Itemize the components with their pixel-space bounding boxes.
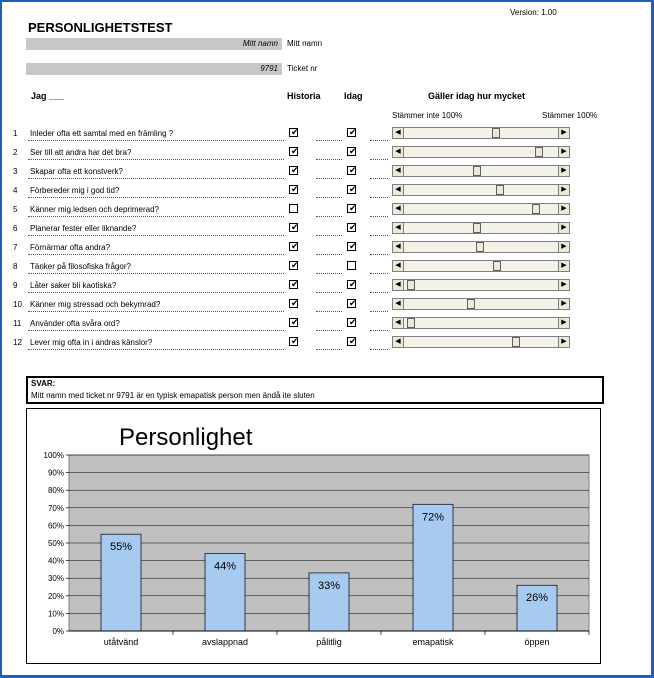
dotted-line — [316, 197, 342, 198]
dotted-line — [28, 273, 284, 274]
question-text: Känner mig ledsen och deprimerad? — [30, 205, 159, 214]
answer-box — [26, 376, 604, 404]
question-number: 10 — [13, 300, 22, 309]
dotted-line — [370, 197, 388, 198]
level-scrollbar[interactable] — [392, 317, 570, 329]
dotted-line — [370, 159, 388, 160]
question-text: Förbereder mig i god tid? — [30, 186, 120, 195]
bar-value-label: 33% — [317, 579, 341, 592]
answer-text: Mitt namn med ticket nr 9791 är en typisk emapatisk person men ändå ite sluten — [31, 391, 315, 400]
level-scrollbar[interactable] — [392, 241, 570, 253]
category-label: emapatisk — [412, 637, 454, 647]
category-label: pålitlig — [316, 637, 342, 647]
bar-value-label: 26% — [525, 592, 549, 605]
bar — [413, 504, 453, 631]
question-row — [2, 184, 642, 202]
question-number: 6 — [13, 224, 18, 233]
y-tick-label: 60% — [47, 521, 64, 531]
dotted-line — [316, 273, 342, 274]
dotted-line — [370, 273, 388, 274]
category-label: utåtvänd — [103, 637, 139, 647]
question-row — [2, 279, 642, 297]
y-tick-label: 40% — [47, 556, 64, 566]
question-number: 12 — [13, 338, 22, 347]
historia-checkbox[interactable] — [289, 261, 298, 270]
idag-checkbox[interactable] — [347, 185, 356, 194]
idag-checkbox[interactable] — [347, 337, 356, 346]
question-number: 3 — [13, 167, 18, 176]
check-icon: ✔ — [349, 127, 357, 137]
idag-checkbox[interactable] — [347, 128, 356, 137]
historia-checkbox[interactable] — [289, 318, 298, 327]
question-number: 2 — [13, 148, 18, 157]
dotted-line — [316, 216, 342, 217]
scroll-left-icon[interactable]: ◀ — [393, 261, 404, 271]
bar-value-label: 72% — [421, 511, 445, 524]
question-text: Ser till att andra har det bra? — [30, 148, 132, 157]
scroll-thumb[interactable] — [532, 204, 540, 214]
question-row — [2, 127, 642, 145]
y-tick-label: 0% — [52, 627, 64, 636]
scroll-right-icon[interactable]: ▶ — [558, 337, 569, 347]
level-scrollbar[interactable] — [392, 203, 570, 215]
question-text: Planerar fester eller liknande? — [30, 224, 137, 233]
check-icon: ✔ — [291, 222, 299, 232]
question-text: Inleder ofta ett samtal med en främling ? — [30, 129, 174, 138]
question-row — [2, 165, 642, 183]
dotted-line — [316, 330, 342, 331]
question-number: 4 — [13, 186, 18, 195]
dotted-line — [370, 254, 388, 255]
historia-checkbox[interactable] — [289, 242, 298, 251]
historia-checkbox[interactable] — [289, 299, 298, 308]
scroll-left-icon[interactable]: ◀ — [393, 318, 404, 328]
idag-checkbox[interactable] — [347, 147, 356, 156]
dotted-line — [28, 349, 284, 350]
scroll-thumb[interactable] — [512, 337, 520, 347]
check-icon: ✔ — [349, 279, 357, 289]
dotted-line — [28, 330, 284, 331]
check-icon: ✔ — [349, 146, 357, 156]
scroll-thumb[interactable] — [493, 261, 501, 271]
idag-checkbox[interactable] — [347, 223, 356, 232]
scroll-thumb[interactable] — [407, 318, 415, 328]
check-icon: ✔ — [291, 298, 299, 308]
scroll-left-icon[interactable]: ◀ — [393, 242, 404, 252]
question-text: Tänker på filosofiska frågor? — [30, 262, 131, 271]
scroll-thumb[interactable] — [473, 166, 481, 176]
dotted-line — [316, 311, 342, 312]
question-text: Förnärmar ofta andra? — [30, 243, 111, 252]
check-icon: ✔ — [291, 127, 299, 137]
ticket-label: Ticket nr — [287, 64, 318, 73]
level-scrollbar[interactable] — [392, 298, 570, 310]
scroll-thumb[interactable] — [535, 147, 543, 157]
scroll-right-icon[interactable]: ▶ — [558, 223, 569, 233]
scroll-left-icon[interactable]: ◀ — [393, 166, 404, 176]
scroll-left-icon[interactable]: ◀ — [393, 147, 404, 157]
ticket-input[interactable]: 9791 — [26, 63, 282, 75]
jag-header: Jag ___ — [31, 91, 65, 101]
chart-title: Personlighet — [119, 424, 253, 451]
historia-checkbox[interactable] — [289, 223, 298, 232]
idag-checkbox[interactable] — [347, 166, 356, 175]
check-icon: ✔ — [349, 222, 357, 232]
check-icon: ✔ — [349, 241, 357, 251]
scroll-thumb[interactable] — [496, 185, 504, 195]
dotted-line — [316, 159, 342, 160]
check-icon: ✔ — [291, 165, 299, 175]
dotted-line — [28, 159, 284, 160]
scroll-thumb[interactable] — [473, 223, 481, 233]
historia-checkbox[interactable] — [289, 166, 298, 175]
question-row — [2, 222, 642, 240]
level-scrollbar[interactable] — [392, 127, 570, 139]
level-scrollbar[interactable] — [392, 279, 570, 291]
question-number: 9 — [13, 281, 18, 290]
question-row — [2, 146, 642, 164]
idag-checkbox[interactable] — [347, 299, 356, 308]
scale-low-label: Stämmer inte 100% — [392, 111, 463, 120]
dotted-line — [370, 216, 388, 217]
idag-checkbox[interactable] — [347, 318, 356, 327]
level-scrollbar[interactable] — [392, 146, 570, 158]
scroll-right-icon[interactable]: ▶ — [558, 299, 569, 309]
check-icon: ✔ — [349, 336, 357, 346]
historia-checkbox[interactable] — [289, 147, 298, 156]
question-text: Lever mig ofta in i andras känslor? — [30, 338, 153, 347]
historia-checkbox[interactable] — [289, 128, 298, 137]
y-tick-label: 80% — [47, 486, 64, 496]
check-icon: ✔ — [291, 260, 299, 270]
scroll-right-icon[interactable]: ▶ — [558, 280, 569, 290]
historia-checkbox[interactable] — [289, 337, 298, 346]
scroll-thumb[interactable] — [407, 280, 415, 290]
question-number: 11 — [13, 319, 22, 328]
dotted-line — [28, 254, 284, 255]
question-row — [2, 203, 642, 221]
check-icon: ✔ — [349, 165, 357, 175]
question-text: Känner mig stressad och bekymrad? — [30, 300, 161, 309]
scroll-right-icon[interactable]: ▶ — [558, 128, 569, 138]
historia-checkbox[interactable] — [289, 185, 298, 194]
question-row — [2, 336, 642, 354]
scroll-right-icon[interactable]: ▶ — [558, 166, 569, 176]
scroll-left-icon[interactable]: ◀ — [393, 299, 404, 309]
dotted-line — [28, 197, 284, 198]
idag-checkbox[interactable] — [347, 261, 356, 270]
scroll-right-icon[interactable]: ▶ — [558, 185, 569, 195]
bar-value-label: 44% — [213, 560, 237, 573]
y-tick-label: 10% — [47, 609, 64, 619]
question-number: 5 — [13, 205, 18, 214]
scroll-thumb[interactable] — [492, 128, 500, 138]
idag-checkbox[interactable] — [347, 242, 356, 251]
y-tick-label: 90% — [47, 468, 64, 478]
bar-value-label: 55% — [109, 541, 133, 554]
question-text: Skapar ofta ett konstverk? — [30, 167, 123, 176]
scroll-right-icon[interactable]: ▶ — [558, 318, 569, 328]
category-label: öppen — [524, 637, 550, 647]
y-tick-label: 20% — [47, 591, 64, 601]
dotted-line — [316, 178, 342, 179]
historia-checkbox[interactable] — [289, 280, 298, 289]
answer-label: SVAR: — [31, 379, 56, 388]
scroll-left-icon[interactable]: ◀ — [393, 223, 404, 233]
question-text: Använder ofta svåra ord? — [30, 319, 120, 328]
check-icon: ✔ — [349, 298, 357, 308]
scroll-left-icon[interactable]: ◀ — [393, 280, 404, 290]
dotted-line — [316, 254, 342, 255]
scroll-right-icon[interactable]: ▶ — [558, 242, 569, 252]
y-tick-label: 50% — [47, 539, 64, 548]
idag-header: Idag — [344, 91, 363, 101]
level-scrollbar[interactable] — [392, 165, 570, 177]
idag-checkbox[interactable] — [347, 204, 356, 213]
question-row — [2, 298, 642, 316]
y-tick-label: 70% — [47, 503, 64, 513]
level-scrollbar[interactable] — [392, 184, 570, 196]
scroll-left-icon[interactable]: ◀ — [393, 185, 404, 195]
dotted-line — [370, 178, 388, 179]
question-row — [2, 241, 642, 259]
question-number: 1 — [13, 129, 18, 138]
check-icon: ✔ — [291, 146, 299, 156]
question-row — [2, 317, 642, 335]
dotted-line — [316, 292, 342, 293]
dotted-line — [28, 216, 284, 217]
scroll-right-icon[interactable]: ▶ — [558, 204, 569, 214]
level-scrollbar[interactable] — [392, 260, 570, 272]
scroll-thumb[interactable] — [476, 242, 484, 252]
personality-chart — [27, 409, 600, 663]
scroll-right-icon[interactable]: ▶ — [558, 147, 569, 157]
dotted-line — [370, 235, 388, 236]
y-tick-label: 100% — [43, 451, 64, 460]
level-scrollbar[interactable] — [392, 222, 570, 234]
dotted-line — [28, 235, 284, 236]
dotted-line — [370, 349, 388, 350]
dotted-line — [370, 292, 388, 293]
galler-header: Gäller idag hur mycket — [428, 91, 526, 101]
level-scrollbar[interactable] — [392, 336, 570, 348]
dotted-line — [316, 349, 342, 350]
question-number: 8 — [13, 262, 18, 271]
dotted-line — [370, 311, 388, 312]
historia-header: Historia — [287, 91, 321, 101]
name-input[interactable]: Mitt namn — [26, 38, 282, 50]
scroll-left-icon[interactable]: ◀ — [393, 337, 404, 347]
dotted-line — [316, 140, 342, 141]
page-title: PERSONLIGHETSTEST — [28, 20, 173, 35]
scroll-left-icon[interactable]: ◀ — [393, 204, 404, 214]
idag-checkbox[interactable] — [347, 280, 356, 289]
check-icon: ✔ — [349, 317, 357, 327]
dotted-line — [28, 292, 284, 293]
historia-checkbox[interactable] — [289, 204, 298, 213]
check-icon: ✔ — [291, 317, 299, 327]
question-number: 7 — [13, 243, 18, 252]
check-icon: ✔ — [291, 279, 299, 289]
scroll-right-icon[interactable]: ▶ — [558, 261, 569, 271]
y-tick-label: 30% — [47, 574, 64, 584]
scroll-left-icon[interactable]: ◀ — [393, 128, 404, 138]
dotted-line — [370, 330, 388, 331]
check-icon: ✔ — [349, 203, 357, 213]
dotted-line — [28, 311, 284, 312]
dotted-line — [28, 140, 284, 141]
version-label: Version: 1.00 — [510, 8, 557, 17]
chart-area — [26, 408, 601, 664]
check-icon: ✔ — [291, 184, 299, 194]
check-icon: ✔ — [291, 336, 299, 346]
scroll-thumb[interactable] — [467, 299, 475, 309]
category-label: avslappnad — [201, 637, 249, 647]
dotted-line — [28, 178, 284, 179]
question-text: Låter saker bli kaotiska? — [30, 281, 117, 290]
scale-high-label: Stämmer 100% — [542, 111, 598, 120]
question-row — [2, 260, 642, 278]
check-icon: ✔ — [291, 241, 299, 251]
dotted-line — [370, 140, 388, 141]
check-icon: ✔ — [349, 184, 357, 194]
dotted-line — [316, 235, 342, 236]
name-label: Mitt namn — [287, 39, 323, 48]
